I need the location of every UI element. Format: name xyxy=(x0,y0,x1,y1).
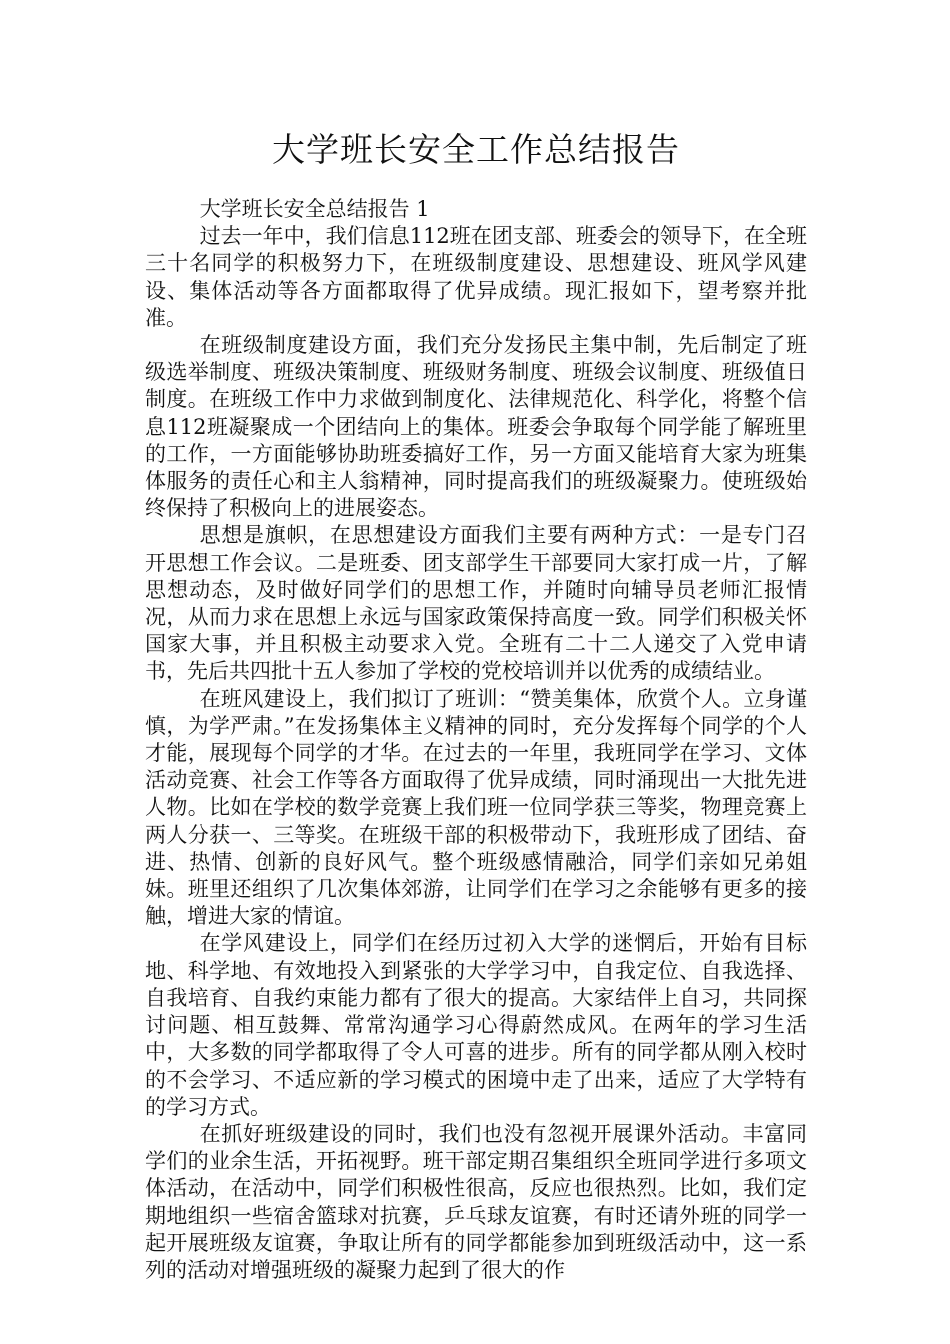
paragraph: 在学风建设上，同学们在经历过初入大学的迷惘后，开始有目标地、科学地、有效地投入到紧张的大学学习中，自我定位、自我选择、自我培育、自我约束能力都有了很大的提高。大家结伴上自习，共同探讨问题、相互鼓舞、常常沟通学习心得蔚然成风。在两年的学习生活中，大多数的同学都取得了令人可喜的进步。所有的同学都从刚入校时的不会学习、不适应新的学习模式的困境中走了出来，适应了大学特有的学习方式。 xyxy=(145,931,807,1119)
paragraph: 在班风建设上，我们拟订了班训：“赞美集体，欣赏个人。立身谨慎，为学严肃。”在发扬集体主义精神的同时，充分发挥每个同学的个人才能，展现每个同学的才华。在过去的一年里，我班同学在学习、文体活动竞赛、社会工作等各方面取得了优异成绩，同时涌现出一大批先进人物。比如在学校的数学竞赛上我们班一位同学获三等奖，物理竞赛上两人分获一、三等奖。在班级干部的积极带动下，我班形成了团结、奋进、热情、创新的良好风气。整个班级感情融洽，同学们亲如兄弟姐妹。班里还组织了几次集体郊游，让同学们在学习之余能够有更多的接触，增进大家的情谊。 xyxy=(145,686,807,929)
document-body xyxy=(145,196,807,1284)
report-subtitle: 大学班长安全总结报告 1 xyxy=(199,197,430,221)
document-title: 大学班长安全工作总结报告 xyxy=(272,130,680,169)
paragraph: 在班级制度建设方面，我们充分发扬民主集中制，先后制定了班级选举制度、班级决策制度、班级财务制度、班级会议制度、班级值日制度。在班级工作中力求做到制度化、法律规范化、科学化，将整个信息112班凝聚成一个团结向上的集体。班委会争取每个同学能了解班里的工作，一方面能够协助班委搞好工作，另一方面又能培育大家为班集体服务的责任心和主人翁精神，同时提高我们的班级凝聚力。使班级始终保持了积极向上的进展姿态。 xyxy=(145,333,807,521)
paragraph: 思想是旗帜，在思想建设方面我们主要有两种方式：一是专门召开思想工作会议。二是班委、团支部学生干部要同大家打成一片，了解思想动态，及时做好同学们的思想工作，并随时向辅导员老师汇报情况，从而力求在思想上永远与国家政策保持高度一致。同学们积极关怀国家大事，并且积极主动要求入党。全班有二十二人递交了入党申请书，先后共四批十五人参加了学校的党校培训并以优秀的成绩结业。 xyxy=(145,523,807,684)
paragraph: 在抓好班级建设的同时，我们也没有忽视开展课外活动。丰富同学们的业余生活，开拓视野。班干部定期召集组织全班同学进行多项文体活动，在活动中，同学们积极性很高，反应也很热烈。比如，我们定期地组织一些宿舍篮球对抗赛，乒乓球友谊赛，有时还请外班的同学一起开展班级友谊赛，争取让所有的同学都能参加到班级活动中，这一系列的活动对增强班级的凝聚力起到了很大的作 xyxy=(145,1121,807,1282)
paragraph: 过去一年中，我们信息112班在团支部、班委会的领导下，在全班三十名同学的积极努力下，在班级制度建设、思想建设、班风学风建设、集体活动等各方面都取得了优异成绩。现汇报如下，望考察并批准。 xyxy=(145,224,807,330)
